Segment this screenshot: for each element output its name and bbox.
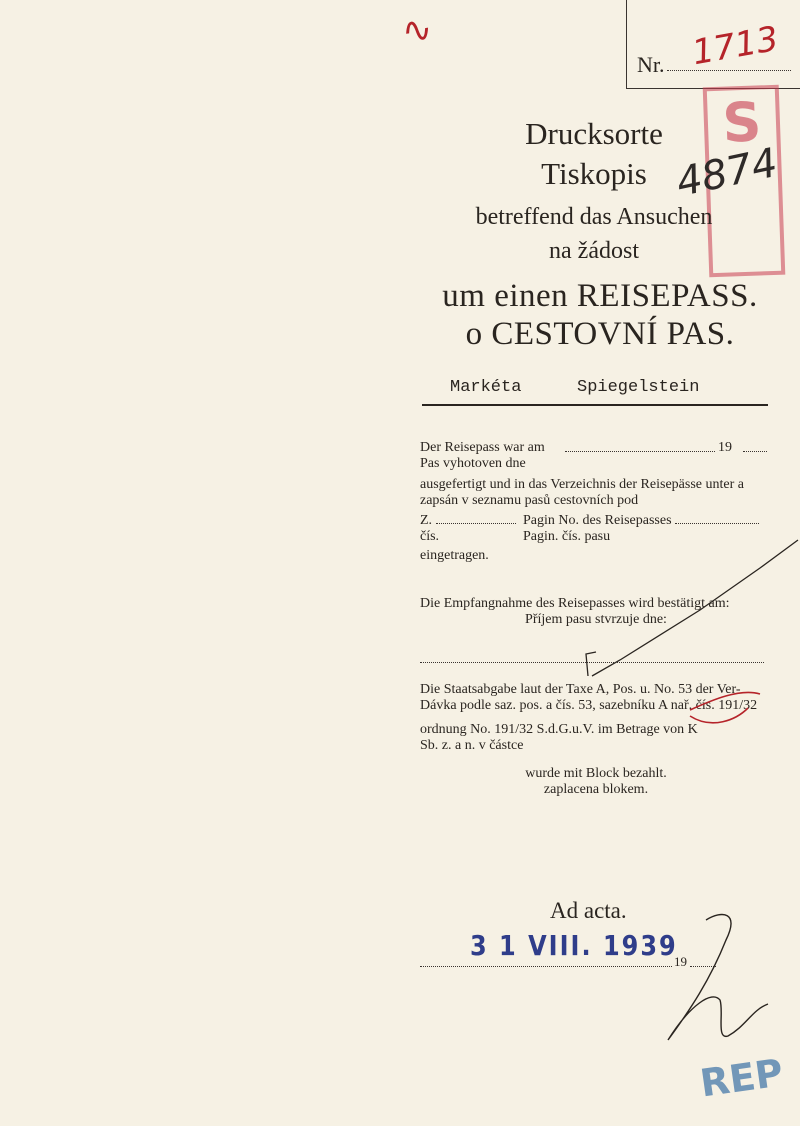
- title-na-zadost: na žádost: [549, 238, 639, 264]
- paid-de: wurde mit Block bezahlt.: [525, 766, 667, 781]
- paid-cs: zaplacena blokem.: [543, 782, 649, 797]
- title-tiskopis: Tiskopis: [541, 156, 647, 191]
- receipt-cs: Příjem pasu stvrzuje dne:: [525, 612, 667, 627]
- title-cestovni-pas: o CESTOVNÍ PAS.: [465, 316, 735, 352]
- nr-handwritten-number: 1713: [689, 18, 782, 74]
- issued-year-label: 19: [718, 440, 732, 455]
- fee-de-1: Die Staatsabgabe laut der Taxe A, Pos. u. No. 53 der Ver-: [420, 682, 741, 697]
- fee-cs-1: Dávka podle saz. pos. a čís. 53, sazebníku A nař. čís. 191/32: [420, 698, 758, 713]
- pagin-de: Pagin No. des Reisepasses: [523, 513, 759, 529]
- issued-de-label: Der Reisepass war am: [420, 440, 545, 455]
- registered-text: ausgefertigt und in das Verzeichnis der Reisepässe unter a zapsán v seznamu pasů cestovních pod: [420, 477, 744, 508]
- red-fee-stroke: [690, 692, 760, 722]
- rep-stamp: REP: [697, 1050, 786, 1106]
- nr-label: Nr.: [637, 52, 665, 77]
- diagonal-pen-stroke: [592, 540, 798, 676]
- fee-de-2: ordnung No. 191/32 S.d.G.u.V. im Betrage von K: [420, 722, 698, 737]
- issued-cs-label: Pas vyhotoven dne: [420, 456, 526, 471]
- title-drucksorte: Drucksorte: [525, 116, 663, 151]
- applicant-first-name: Markéta: [450, 378, 522, 397]
- handwritten-mark-top: ∿: [399, 8, 435, 53]
- pagin-cs: Pagin. čís. pasu: [523, 529, 611, 544]
- fee-cs-2: Sb. z. a n. v částce: [420, 738, 524, 753]
- ad-acta: Ad acta.: [550, 898, 627, 923]
- handwritten-file-number: 4874: [672, 139, 782, 207]
- date-stamp: 3 1 VIII. 1939: [470, 929, 678, 963]
- s-stamp: S: [703, 85, 786, 278]
- signature-stroke: [668, 915, 768, 1040]
- closing-year-label: 19: [674, 954, 687, 969]
- cis-label: čís.: [420, 529, 440, 544]
- title-betreffend: betreffend das Ansuchen: [475, 204, 713, 230]
- eingetragen-label: eingetragen.: [420, 548, 489, 563]
- z-label: Z.: [420, 513, 516, 529]
- title-reisepass: um einen REISEPASS.: [442, 278, 758, 314]
- bracket-pen-stroke: [586, 652, 596, 676]
- applicant-last-name: Spiegelstein: [577, 378, 700, 397]
- receipt-de: Die Empfangnahme des Reisepasses wird bestätigt am:: [420, 596, 730, 611]
